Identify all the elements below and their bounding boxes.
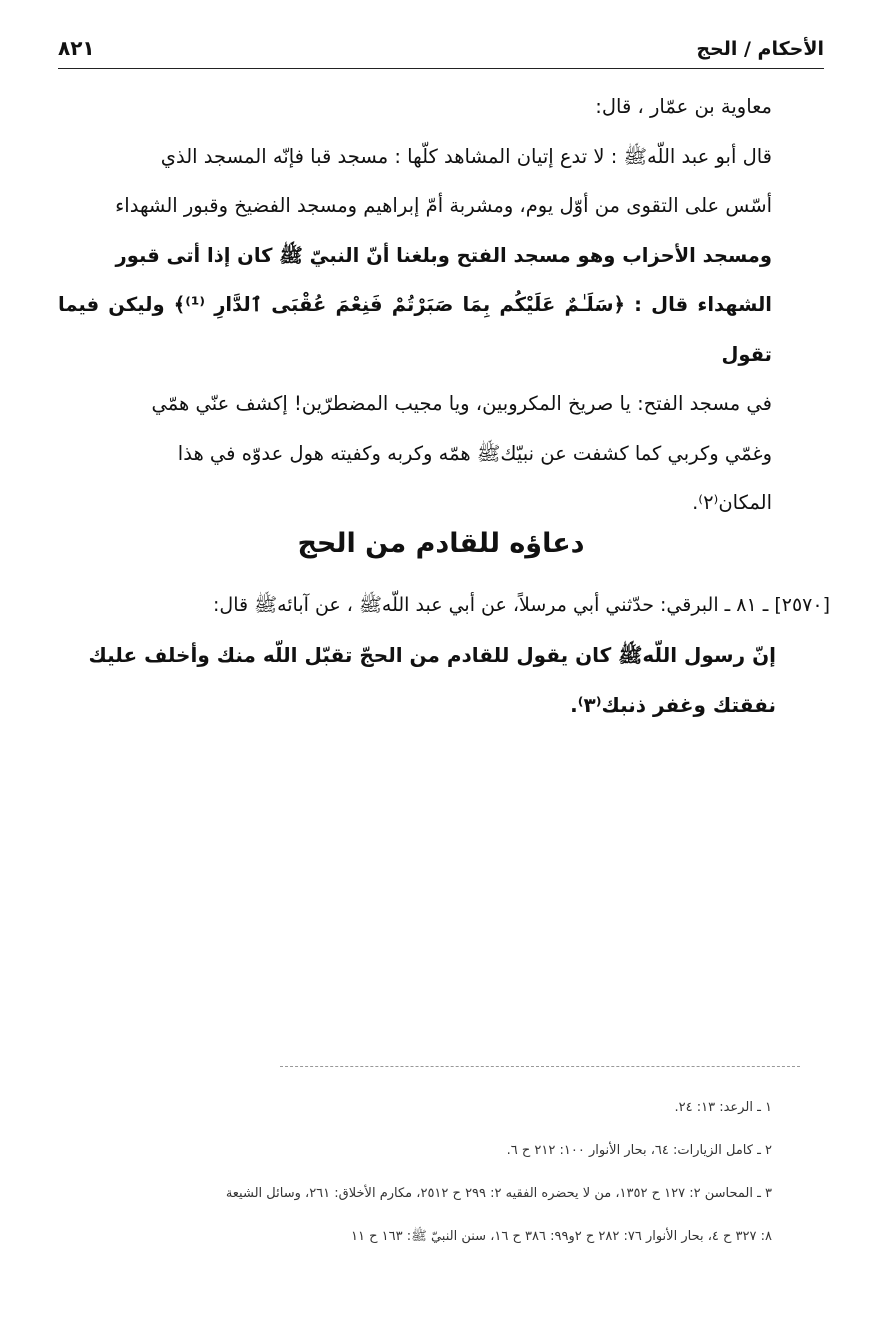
footnote: ٨: ٣٢٧ ح ٤، بحار الأنوار ٧٦: ٢٨٢ ح ٢و٩٩: ٣٨٦ ح ١٦، سنن النبيّ ﷺ: ١٦٣ ح ١١: [351, 1229, 772, 1244]
page-number: ٨٢١: [58, 36, 95, 60]
text-line: قال أبو عبد اللّهﷺ : لا تدع إتيان المشاهد كلّها : مسجد قبا فإنّه المسجد الذي: [160, 144, 772, 168]
page-header: [58, 30, 824, 70]
text-line: الشهداء قال : ﴿سَلَـٰمٌ عَلَيْكُم بِمَا صَبَرْتُمْ فَنِعْمَ عُقْبَى ٱلدَّارِ ⁽¹⁾﴾ وليكن فيما تقول: [58, 293, 772, 366]
hadith-block: [58, 580, 830, 730]
text-line: وغمّي وكربي كما كشفت عن نبيّكﷺ همّه وكربه وكفيته هول عدوّه في هذا: [177, 441, 772, 465]
section-heading: دعاؤه للقادم من الحج: [297, 528, 585, 559]
hadith-isnad: [٢٥٧٠] ـ ٨١ ـ البرقي: حدّثني أبي مرسلاً، عن أبي عبد اللّهﷺ ، عن آبائهﷺ قال:: [213, 594, 830, 616]
footnote: ١ ـ الرعد: ١٣: ٢٤.: [674, 1100, 772, 1115]
main-text: [58, 82, 772, 528]
text-line: معاوية بن عمّار ، قال:: [595, 95, 772, 118]
hadith-matn-line: نفقتك وغفر ذنبك⁽٣⁾.: [570, 693, 776, 717]
text-line: ومسجد الأحزاب وهو مسجد الفتح وبلغنا أنّ النبيّ ﷺ كان إذا أتى قبور: [115, 243, 772, 267]
hadith-matn-line: إنّ رسول اللّهﷺ كان يقول للقادم من الحجّ تقبّل اللّه منك وأخلف عليك: [88, 643, 776, 667]
text-line: المكان⁽٢⁾.: [692, 491, 772, 514]
footnote-separator: [280, 1066, 800, 1067]
text-line: أسّس على التقوى من أوّل يوم، ومشربة أمّ إبراهيم ومسجد الفضيخ وقبور الشهداء: [115, 194, 772, 217]
footnote: ٢ ـ كامل الزيارات: ٦٤، بحار الأنوار ١٠٠: ٢١٢ ح ٦.: [506, 1143, 772, 1158]
footnote: ٣ ـ المحاسن ٢: ١٢٧ ح ١٣٥٢، من لا يحضره الفقيه ٢: ٢٩٩ ح ٢٥١٢، مكارم الأخلاق: ٢٦١، وسائل الشيعة: [225, 1186, 772, 1201]
footnotes: [56, 1086, 772, 1258]
header-rule: [58, 68, 824, 69]
running-title: الأحكام / الحج: [696, 38, 824, 60]
text-line: في مسجد الفتح: يا صريخ المكروبين، ويا مجيب المضطرّين! إكشف عنّي همّي: [151, 392, 772, 415]
